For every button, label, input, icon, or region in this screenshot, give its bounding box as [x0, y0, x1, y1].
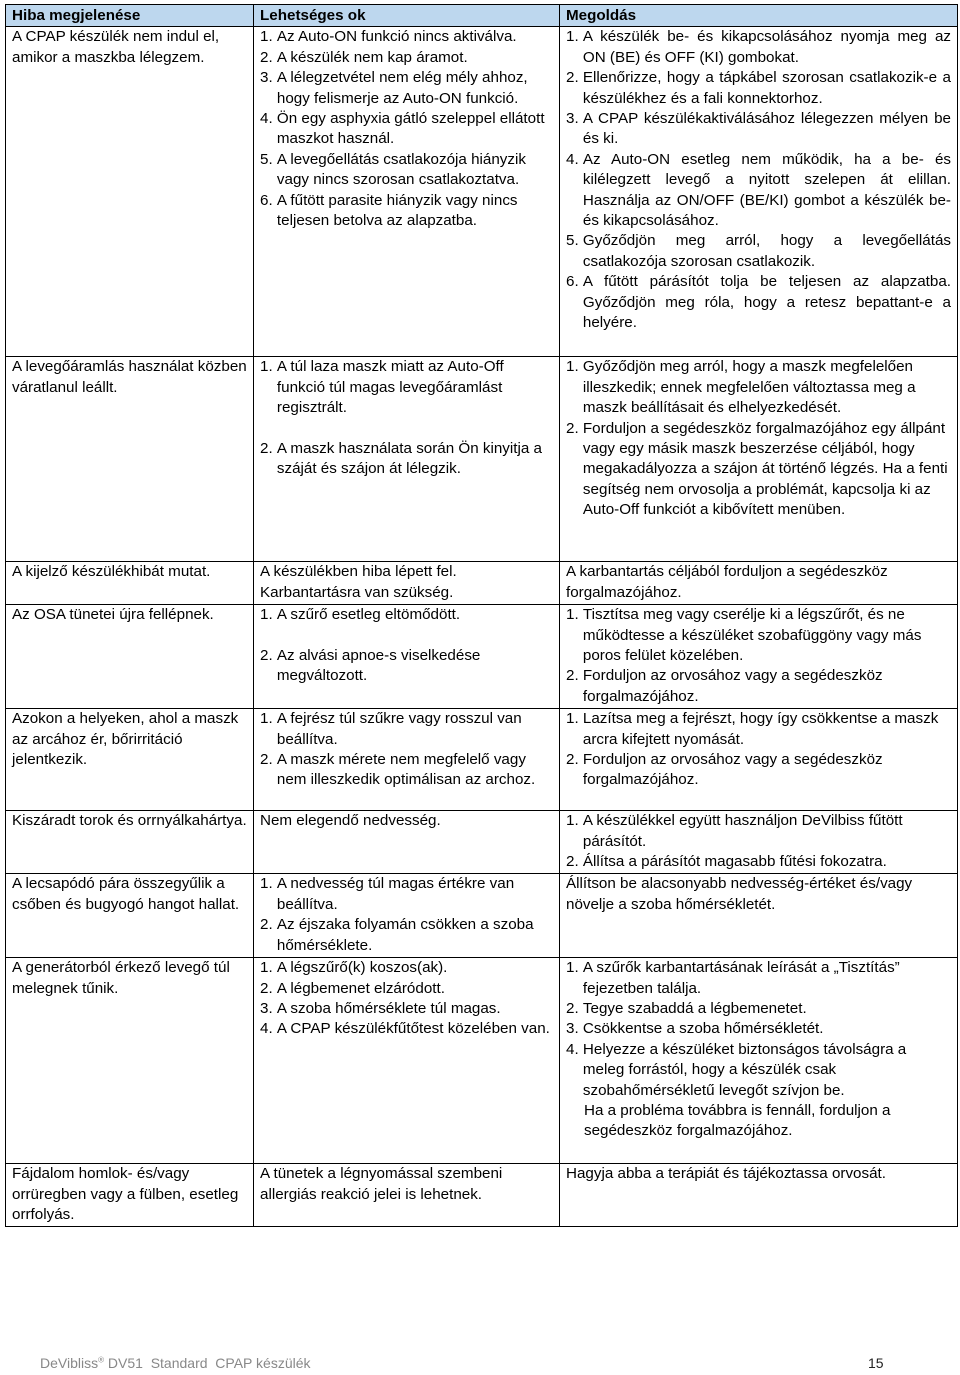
- item-number: 5.: [566, 232, 579, 250]
- cause-cell: [254, 1164, 560, 1227]
- item-number: 2.: [566, 999, 579, 1017]
- item-number: 1.: [260, 606, 273, 624]
- table-row: [6, 811, 958, 874]
- item-number: 1.: [566, 358, 579, 376]
- item-text: A légszűrő(k) koszos(ak).: [276, 959, 448, 977]
- problem-cell: A generátorból érkező levegő túl melegnek tűnik.: [6, 958, 254, 1164]
- item-text: Tegye szabaddá a légbemenetet.: [582, 999, 807, 1017]
- problem-cell: Kiszáradt torok és orrnyálkahártya.: [6, 811, 254, 874]
- solution-item: [566, 958, 951, 999]
- cause-cell: [254, 605, 560, 709]
- cause-item: [260, 958, 553, 978]
- item-text: Az éjszaka folyamán csökken a szoba hőmérséklete.: [276, 916, 534, 954]
- item-text: A karbantartás céljából forduljon a segédeszköz forgalmazójához.: [566, 563, 888, 601]
- item-number: 3.: [566, 110, 579, 128]
- item-number: 1.: [566, 812, 579, 830]
- cause-cell: [254, 27, 560, 357]
- item-text: A CPAP készülékfűtőtest közelében van.: [276, 1020, 550, 1038]
- cause-item: [260, 709, 553, 750]
- item-text: Forduljon az orvosához vagy a segédeszköz forgalmazójához.: [582, 667, 883, 705]
- item-number: 1.: [566, 959, 579, 977]
- header-solution: Megoldás: [560, 5, 958, 27]
- item-text: Nem elegendő nedvesség.: [260, 812, 441, 830]
- solution-item: [566, 357, 951, 418]
- item-text: Csökkentse a szoba hőmérsékletét.: [582, 1020, 824, 1038]
- item-text: A szűrő esetleg eltömődött.: [276, 606, 461, 624]
- solution-item: [566, 150, 951, 232]
- item-text: Állítson be alacsonyabb nedvesség-értéket és/vagy növelje a szoba hőmérsékletét.: [566, 875, 913, 913]
- cause-item: [260, 979, 553, 999]
- solution-item: [566, 852, 951, 872]
- cause-cell: [254, 874, 560, 958]
- solution-item: [566, 419, 951, 521]
- solution-item: [566, 709, 951, 750]
- item-number: 4.: [566, 150, 579, 168]
- spacer: [260, 419, 553, 439]
- item-number: 1.: [566, 710, 579, 728]
- cause-item: [260, 109, 553, 150]
- cause-item: [260, 1164, 553, 1205]
- solution-item: [566, 231, 951, 272]
- table-header-row: [6, 5, 958, 27]
- cause-item: [260, 191, 553, 232]
- item-text: A készülékben hiba lépett fel. Karbantartásra van szükség.: [260, 563, 457, 601]
- item-text: A szűrők karbantartásának leírását a „Tisztítás” fejezetben találja.: [582, 959, 900, 997]
- cause-item: [260, 439, 553, 480]
- problem-cell: Az OSA tünetei újra fellépnek.: [6, 605, 254, 709]
- item-text: A tünetek a légnyomással szembeni allergiás reakció jelei is lehetnek.: [260, 1165, 503, 1203]
- cause-item: [260, 1019, 553, 1039]
- cause-item: [260, 646, 553, 687]
- solution-cell: [560, 811, 958, 874]
- item-number: 4.: [260, 1020, 273, 1038]
- item-text: Győződjön meg arról, hogy a levegőellátás csatlakozója szorosan csatlakozik.: [582, 232, 951, 270]
- item-number: 1.: [260, 28, 273, 46]
- cause-cell: [254, 357, 560, 562]
- solution-cell: [560, 357, 958, 562]
- solution-note: Ha a probléma továbbra is fennáll, forduljon a segédeszköz forgalmazójához.: [584, 1101, 891, 1140]
- item-number: 1.: [260, 959, 273, 977]
- item-text: Tisztítsa meg vagy cserélje ki a légszűrőt, és ne működtesse a készüléket szobafüggöny vagy más poros felület közelében.: [582, 606, 922, 665]
- footer-brand: DeVibliss: [40, 1355, 99, 1371]
- item-number: 6.: [260, 191, 273, 209]
- item-text: A készülék be- és kikapcsolásához nyomja meg az ON (BE) és OFF (KI) gombokat.: [582, 28, 951, 66]
- item-number: 1.: [566, 606, 579, 624]
- item-text: A túl laza maszk miatt az Auto-Off funkció túl magas levegőáramlást regisztrált.: [276, 358, 504, 417]
- item-text: Ellenőrizze, hogy a tápkábel szorosan csatlakozik-e a készülékhez és a fali konnektorhoz.: [582, 69, 951, 107]
- solution-item: [566, 68, 951, 109]
- solution-item: [566, 562, 951, 603]
- item-text: A készülék nem kap áramot.: [276, 48, 468, 66]
- table-row: [6, 357, 958, 562]
- item-text: Lazítsa meg a fejrészt, hogy így csökkentse a maszk arcra kifejtett nyomását.: [582, 710, 939, 748]
- cause-item: [260, 915, 553, 956]
- solution-item: [566, 811, 951, 852]
- item-text: Az alvási apnoe-s viselkedése megváltozott.: [276, 646, 481, 685]
- item-number: 5.: [260, 150, 273, 168]
- cause-item: [260, 562, 553, 603]
- item-text: A nedvesség túl magas értékre van beállítva.: [276, 875, 515, 913]
- page-footer: [40, 1355, 311, 1371]
- cause-item: [260, 750, 553, 791]
- item-text: A fűtött parasite hiányzik vagy nincs teljesen betolva az alapzatba.: [276, 191, 518, 230]
- item-number: 1.: [260, 875, 273, 893]
- table-row: [6, 605, 958, 709]
- cause-item: [260, 874, 553, 915]
- item-text: Forduljon a segédeszköz forgalmazójához egy állpánt vagy egy másik maszk beszerzése céljából, hogy megakadályozza a szájon át történő légzés. Ha a fenti segítség nem orvosolja a problémát, kapcsolja ki az Auto-Off funkciót a kibővített menüben.: [582, 419, 948, 519]
- problem-cell: A levegőáramlás használat közben váratlanul leállt.: [6, 357, 254, 562]
- item-text: Az Auto-ON esetleg nem működik, ha a be- és kilélegzett levegő a nyitott szelepen át elillan. Használja az ON/OFF (BE/KI) gombot a készülék be- és kikapcsolásához.: [582, 150, 951, 230]
- footer-title: DV51 Standard CPAP készülék: [104, 1355, 311, 1371]
- item-number: 4.: [566, 1040, 579, 1058]
- item-text: A CPAP készülékaktiválásához lélegezzen mélyen be és ki.: [582, 110, 951, 148]
- solution-cell: [560, 1164, 958, 1227]
- item-text: A fűtött párásítót tolja be teljesen az alapzatba. Győződjön meg róla, hogy a retesz bepattant-e a helyére.: [582, 273, 951, 332]
- solution-item: [566, 1019, 951, 1039]
- cause-item: [260, 68, 553, 109]
- cause-item: [260, 605, 553, 625]
- item-number: 1.: [260, 710, 273, 728]
- solution-cell: [560, 958, 958, 1164]
- item-text: Állítsa a párásítót magasabb fűtési fokozatra.: [582, 853, 887, 871]
- item-number: 2.: [260, 751, 273, 769]
- solution-item: [566, 750, 951, 791]
- solution-item: [566, 272, 951, 333]
- item-number: 2.: [260, 48, 273, 66]
- item-text: A maszk mérete nem megfelelő vagy nem illeszkedik optimálisan az archoz.: [276, 751, 536, 789]
- solution-item: [566, 874, 951, 915]
- item-text: Helyezze a készüléket biztonságos távolságra a meleg forrástól, hogy a készülék csak szobahőmérsékletű levegőt szívjon be.: [582, 1040, 907, 1099]
- item-number: 2.: [566, 69, 579, 87]
- item-number: 2.: [566, 419, 579, 437]
- item-number: 2.: [566, 667, 579, 685]
- solution-cell: [560, 562, 958, 605]
- cause-item: [260, 48, 553, 68]
- table-row: [6, 1164, 958, 1227]
- item-text: A lélegzetvétel nem elég mély ahhoz, hogy felismerje az Auto-ON funkció.: [276, 69, 528, 107]
- cause-cell: [254, 562, 560, 605]
- page-number: 15: [868, 1355, 884, 1371]
- spacer: [260, 626, 553, 646]
- item-text: Forduljon az orvosához vagy a segédeszköz forgalmazójához.: [582, 751, 883, 789]
- cause-item: [260, 357, 553, 418]
- item-number: 2.: [566, 853, 579, 871]
- problem-cell: A CPAP készülék nem indul el, amikor a maszkba lélegzem.: [6, 27, 254, 357]
- cause-item: [260, 811, 553, 831]
- cause-item: [260, 150, 553, 191]
- item-number: 2.: [260, 439, 273, 457]
- item-number: 2.: [260, 646, 273, 664]
- table-row: [6, 562, 958, 605]
- item-text: A levegőellátás csatlakozója hiányzik vagy nincs szorosan csatlakoztatva.: [276, 150, 526, 189]
- solution-item: [566, 1164, 951, 1184]
- solution-cell: [560, 709, 958, 811]
- solution-item: [566, 666, 951, 707]
- table-row: [6, 958, 958, 1164]
- cause-item: [260, 999, 553, 1019]
- problem-cell: Azokon a helyeken, ahol a maszk az arcához ér, bőrirritáció jelentkezik.: [6, 709, 254, 811]
- item-number: 3.: [260, 999, 273, 1017]
- cause-cell: [254, 709, 560, 811]
- table-row: [6, 709, 958, 811]
- item-text: A légbemenet elzáródott.: [276, 979, 445, 997]
- item-text: Az Auto-ON funkció nincs aktiválva.: [276, 28, 517, 46]
- troubleshooting-table: [5, 4, 958, 1227]
- solution-item: [566, 109, 951, 150]
- item-number: 2.: [260, 979, 273, 997]
- item-text: Hagyja abba a terápiát és tájékoztassa orvosát.: [566, 1165, 886, 1183]
- solution-item: [566, 605, 951, 666]
- solution-item: [566, 1040, 951, 1101]
- header-problem: Hiba megjelenése: [6, 5, 254, 27]
- solution-cell: [560, 27, 958, 357]
- item-number: 1.: [566, 28, 579, 46]
- table-row: [6, 874, 958, 958]
- item-number: 6.: [566, 273, 579, 291]
- item-number: 4.: [260, 110, 273, 128]
- item-text: A maszk használata során Ön kinyitja a száját és szájon át lélegzik.: [276, 439, 542, 478]
- solution-item: [566, 27, 951, 68]
- item-text: A fejrész túl szűkre vagy rosszul van beállítva.: [276, 710, 522, 748]
- footer-registered-mark: ®: [98, 1355, 105, 1365]
- solution-cell: [560, 874, 958, 958]
- solution-item: [566, 999, 951, 1019]
- item-text: Ön egy asphyxia gátló szeleppel ellátott maszkot használ.: [276, 110, 545, 148]
- item-text: Győződjön meg arról, hogy a maszk megfelelően illeszkedik; ennek megfelelően változtassa meg a maszk beállításait és elhelyezkedését.: [582, 358, 916, 417]
- table-row: [6, 27, 958, 357]
- item-number: 3.: [566, 1020, 579, 1038]
- item-number: 3.: [260, 69, 273, 87]
- cause-cell: [254, 811, 560, 874]
- cause-cell: [254, 958, 560, 1164]
- cause-item: [260, 27, 553, 47]
- item-number: 2.: [260, 916, 273, 934]
- item-text: A készülékkel együtt használjon DeVilbiss fűtött párásítót.: [582, 812, 903, 850]
- item-number: 1.: [260, 358, 273, 376]
- header-cause: Lehetséges ok: [254, 5, 560, 27]
- item-text: A szoba hőmérséklete túl magas.: [276, 999, 501, 1017]
- problem-cell: A kijelző készülékhibát mutat.: [6, 562, 254, 605]
- problem-cell: A lecsapódó pára összegyűlik a csőben és bugyogó hangot hallat.: [6, 874, 254, 958]
- solution-cell: [560, 605, 958, 709]
- problem-cell: Fájdalom homlok- és/vagy orrüregben vagy a fülben, esetleg orrfolyás.: [6, 1164, 254, 1227]
- item-number: 2.: [566, 751, 579, 769]
